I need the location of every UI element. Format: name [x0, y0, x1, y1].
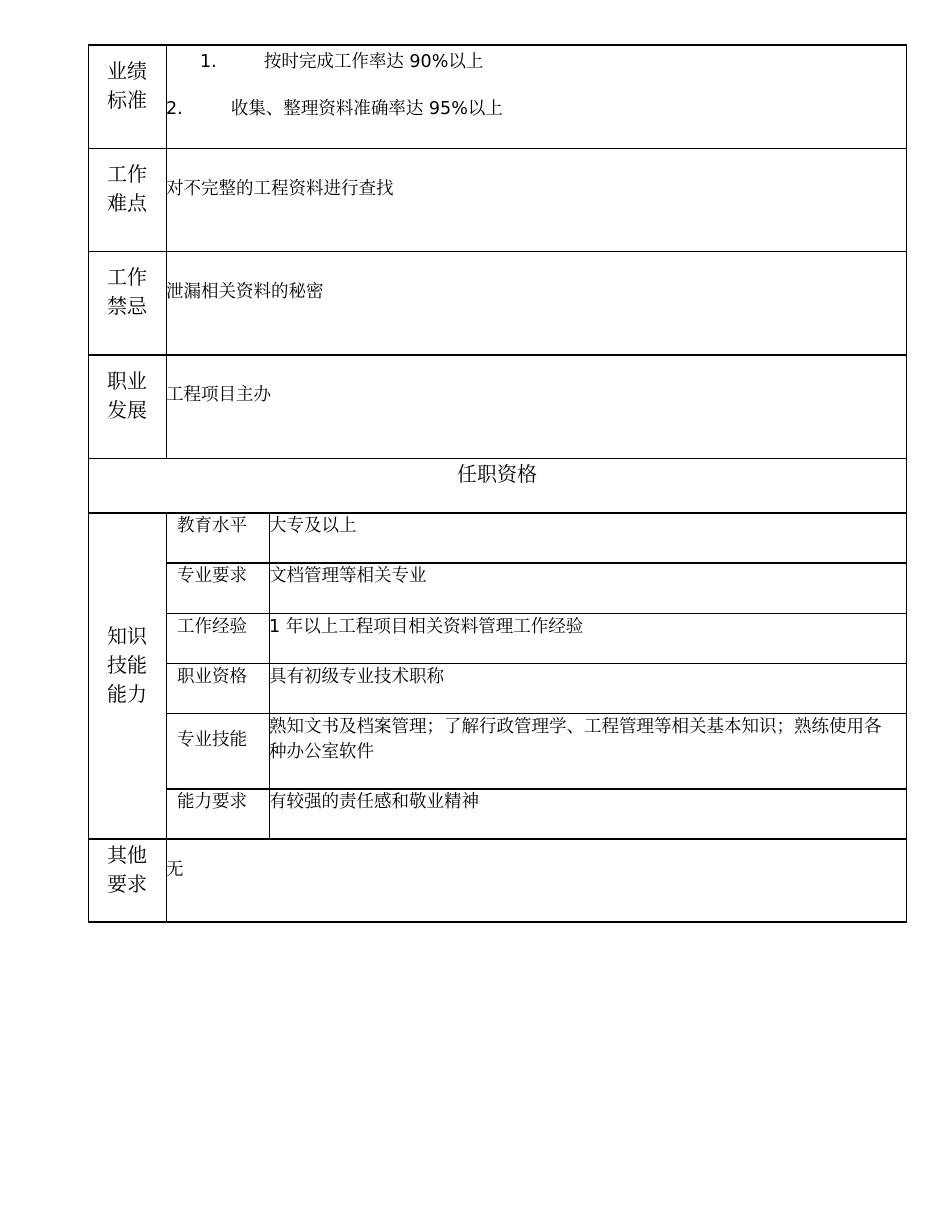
difficulty-label-line: 难点: [107, 191, 147, 215]
knowledge-row-key: 能力要求: [177, 792, 247, 812]
knowledge-row-key: 职业资格: [177, 667, 247, 687]
knowledge-label-line: 技能: [107, 653, 147, 677]
row-divider: [88, 458, 907, 460]
other-label: [88, 841, 166, 899]
difficulty-label-line: 工作: [107, 162, 147, 186]
knowledge-label: [88, 622, 166, 709]
difficulty-text: 对不完整的工程资料进行查找: [166, 179, 394, 199]
knowledge-row-value: 大专及以上: [269, 516, 357, 536]
knowledge-row-value: 文档管理等相关专业: [269, 566, 427, 586]
other-text: 无: [166, 860, 184, 880]
knowledge-row-key: 教育水平: [177, 516, 247, 536]
row-divider: [88, 838, 907, 840]
difficulty-label: [88, 160, 166, 218]
subrow-divider: [166, 713, 907, 715]
other-label-line: 要求: [107, 872, 147, 896]
other-label-line: 其他: [107, 843, 147, 867]
knowledge-label-line: 能力: [107, 682, 147, 706]
performance-item-1: [200, 50, 483, 75]
knowledge-row-value: 1 年以上工程项目相关资料管理工作经验: [269, 617, 584, 637]
knowledge-row-value: 熟知文书及档案管理；了解行政管理学、工程管理等相关基本知识；熟练使用各种办公室软件: [269, 717, 882, 762]
taboo-text: 泄漏相关资料的秘密: [166, 282, 324, 302]
table-top-border: [88, 44, 907, 46]
taboo-label-line: 禁忌: [107, 294, 147, 318]
knowledge-row-value: 具有初级专业技术职称: [269, 667, 444, 687]
career-label-line: 职业: [107, 369, 147, 393]
performance-item-number: 1.: [200, 52, 217, 72]
performance-item-text: 收集、整理资料准确率达 95%以上: [230, 99, 503, 119]
knowledge-row-key: 专业技能: [177, 730, 247, 750]
career-label: [88, 367, 166, 425]
knowledge-row-key: 专业要求: [177, 566, 247, 586]
career-label-line: 发展: [107, 398, 147, 422]
knowledge-row-key: 工作经验: [177, 617, 247, 637]
qualification-header: 任职资格: [457, 462, 537, 486]
performance-item-2: [166, 97, 503, 122]
knowledge-row-value: 有较强的责任感和敬业精神: [269, 792, 479, 812]
taboo-label-line: 工作: [107, 265, 147, 289]
performance-label-line: 业绩: [107, 59, 147, 83]
taboo-label: [88, 263, 166, 321]
performance-item-text: 按时完成工作率达 90%以上: [263, 52, 484, 72]
table-bottom-border: [88, 921, 907, 923]
performance-label: [88, 57, 166, 115]
row-divider: [88, 251, 907, 253]
performance-item-number: 2.: [166, 99, 183, 119]
career-text: 工程项目主办: [166, 385, 271, 405]
performance-label-line: 标准: [107, 88, 147, 112]
knowledge-label-line: 知识: [107, 624, 147, 648]
subrow-divider: [166, 613, 907, 615]
row-divider: [88, 354, 907, 356]
row-divider: [88, 148, 907, 150]
subrow-divider: [166, 663, 907, 665]
